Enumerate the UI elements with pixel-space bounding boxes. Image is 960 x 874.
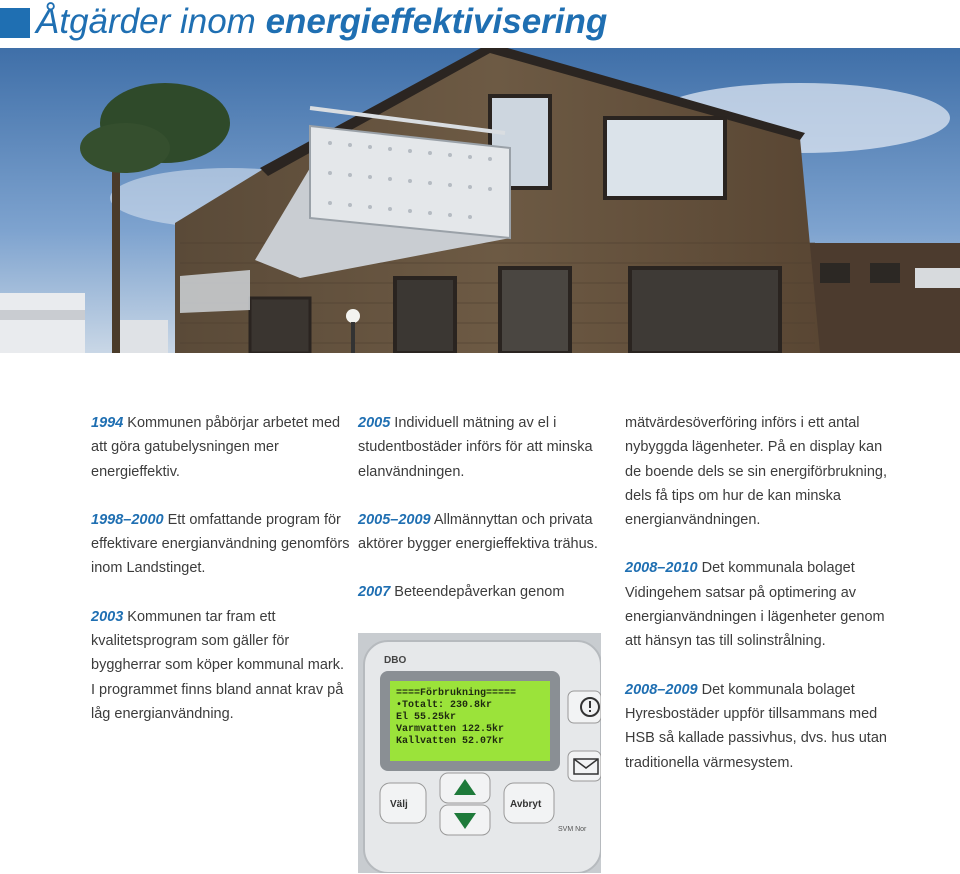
header-square-icon	[0, 8, 30, 38]
energy-display-photo	[358, 633, 601, 873]
display-line: •Totalt: 230.8kr	[396, 700, 493, 711]
text-column-3	[625, 411, 895, 799]
display-line: Kallvatten 52.07kr	[396, 736, 505, 747]
timeline-entry: 2005–2009 Allmännyttan och privata aktörer bygger energieffektiva trähus.	[358, 511, 598, 553]
warning-icon[interactable]	[568, 691, 601, 723]
page-header	[0, 0, 960, 48]
building-illustration	[0, 48, 960, 353]
energy-display-illustration	[358, 633, 601, 873]
page-title: Åtgärder inom energieffektivisering	[36, 2, 608, 41]
device-brand: DBO	[384, 655, 407, 666]
device-maker: SVM Nor	[558, 826, 587, 833]
text-column-1	[91, 411, 351, 750]
timeline-entry: 2007 Beteendepåverkan genom	[358, 584, 565, 601]
building-photo	[0, 48, 960, 353]
text-column-2	[358, 411, 618, 629]
timeline-entry: 2003 Kommunen tar fram ett kvalitetsprogram som gäller för byggherrar som köper kommunal mark. I programmet finns bland annat krav på låg energianvändning.	[91, 608, 345, 722]
display-line: El 55.25kr	[396, 712, 457, 723]
select-button-label: Välj	[390, 799, 408, 810]
cancel-button-label: Avbryt	[510, 799, 542, 810]
timeline-entry: 2008–2010 Det kommunala bolaget Vidingehem satsar på optimering av energianvändningen i lägenheter genom att hänsyn tas till solinstrålning.	[625, 560, 885, 650]
timeline-entry: 2008–2009 Det kommunala bolaget Hyresbostäder uppför tillsammans med HSB så kallade passivhus, dvs. hus utan traditionella värmesystem.	[625, 681, 887, 771]
timeline-entry: 1998–2000 Ett omfattande program för effektivare energianvändning genomförs inom Landstinget.	[91, 511, 350, 577]
timeline-entry-continued: mätvärdesöverföring införs i ett antal nybyggda lägenheter. På en display kan de boende dels se sin energiförbrukning, dels få tips om hur de kan minska energianvändningen.	[625, 415, 887, 529]
display-line: ====Förbrukning=====	[396, 688, 517, 699]
timeline-entry: 1994 Kommunen påbörjar arbetet med att göra gatubelysningen mer energieffektiv.	[91, 415, 341, 480]
display-line: Varmvatten 122.5kr	[396, 724, 505, 735]
timeline-entry: 2005 Individuell mätning av el i studentbostäder införs för att minska elanvändningen.	[358, 415, 593, 480]
